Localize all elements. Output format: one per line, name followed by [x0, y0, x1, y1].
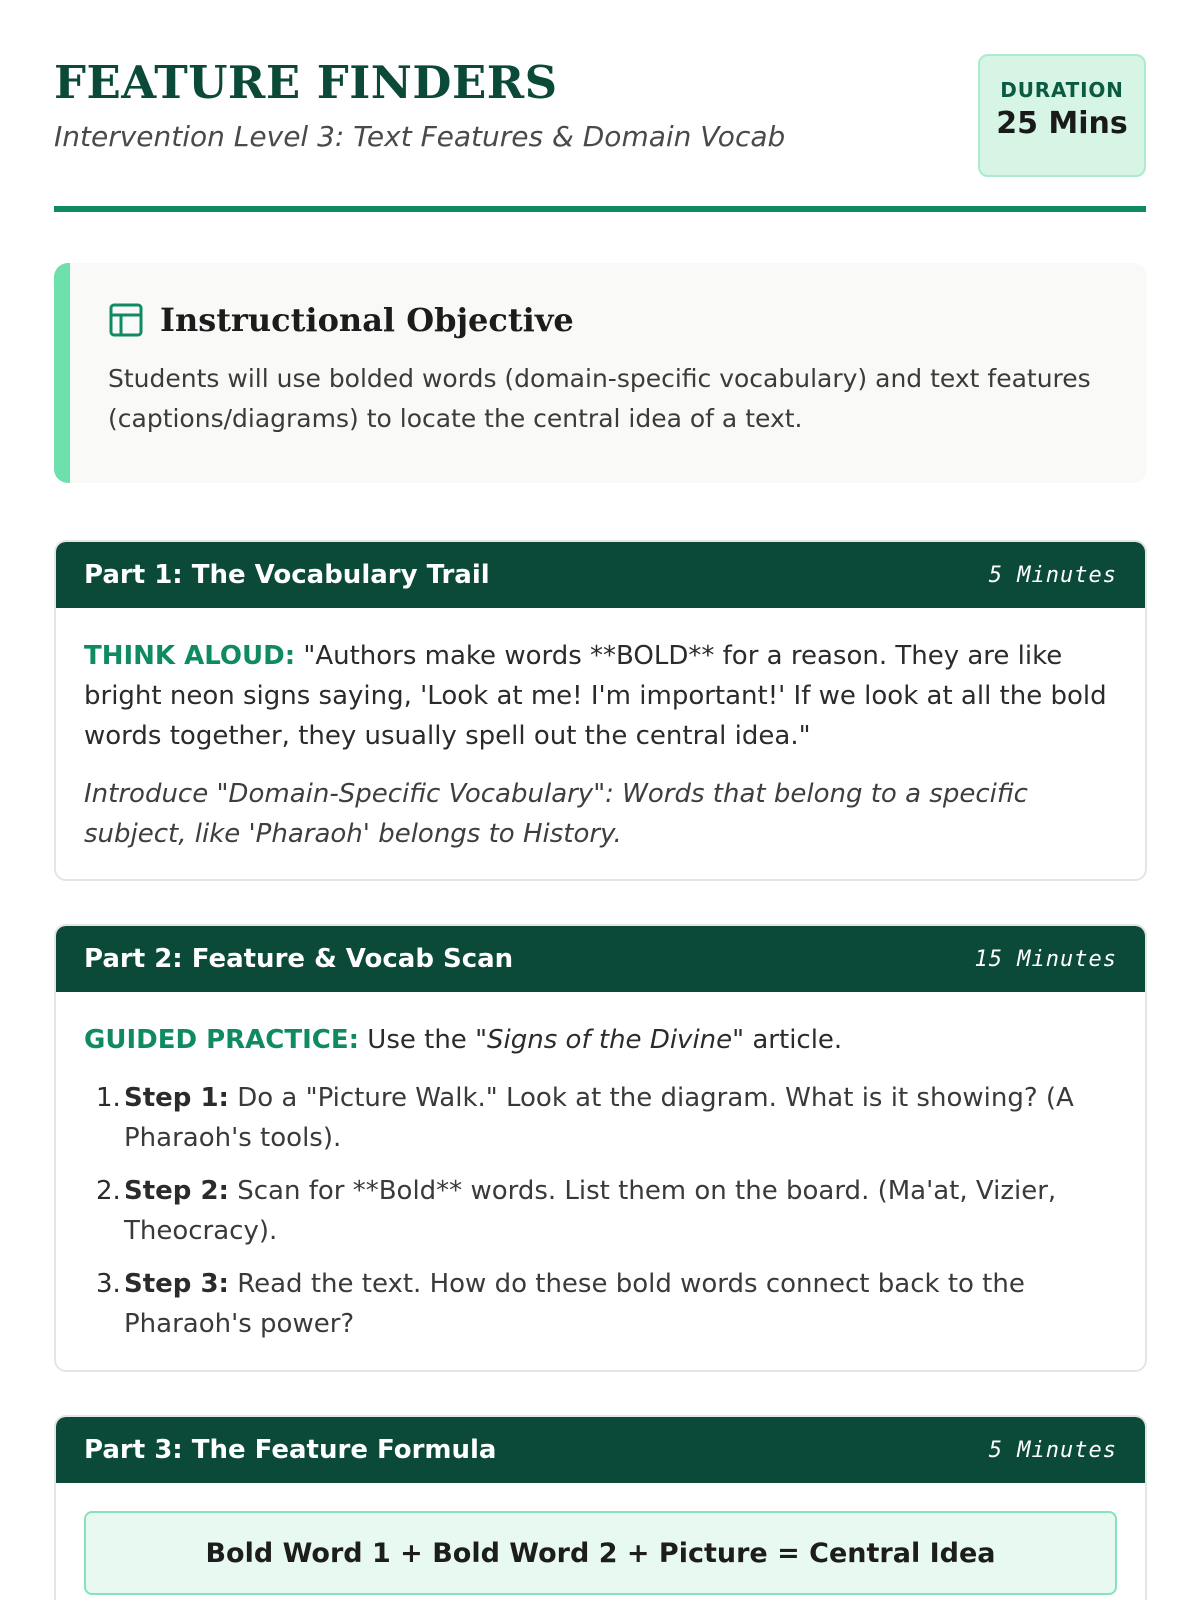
part-2-title: Part 2: Feature & Vocab Scan — [84, 944, 514, 974]
part-3-card — [54, 1415, 1147, 1600]
article-title: "Signs of the Divine" — [475, 1025, 745, 1055]
part-2-card — [54, 924, 1147, 1372]
think-aloud-paragraph — [84, 636, 1117, 756]
think-aloud-label: THINK ALOUD: — [84, 641, 296, 671]
part-3-title: Part 3: The Feature Formula — [84, 1435, 497, 1465]
list-item — [96, 1171, 1117, 1251]
steps-list — [84, 1078, 1117, 1344]
guided-practice-text-after: article. — [744, 1025, 843, 1055]
objective-heading — [108, 301, 1107, 339]
part-1-body — [56, 608, 1145, 854]
page-header — [54, 0, 1146, 212]
step-number: 3. — [96, 1269, 121, 1299]
part-2-time: 15 Minutes — [974, 946, 1117, 972]
step-number: 1. — [96, 1083, 121, 1113]
part-2-body — [56, 992, 1145, 1344]
part-3-header — [56, 1417, 1145, 1483]
step-text: Read the text. How do these bold words connect back to the Pharaoh's power? — [124, 1269, 1025, 1339]
part-1-card — [54, 540, 1147, 881]
feature-formula-box: Bold Word 1 + Bold Word 2 + Picture = Central Idea — [84, 1511, 1117, 1595]
guided-practice-paragraph — [84, 1020, 1117, 1060]
step-text: Do a "Picture Walk." Look at the diagram. What is it showing? (A Pharaoh's tools). — [124, 1083, 1074, 1153]
part-1-header — [56, 542, 1145, 608]
part-1-time: 5 Minutes — [988, 562, 1117, 588]
list-item — [96, 1078, 1117, 1158]
list-item — [96, 1264, 1117, 1344]
layout-icon — [108, 302, 144, 338]
part-1-title: Part 1: The Vocabulary Trail — [84, 560, 490, 590]
vocab-note: Introduce "Domain-Specific Vocabulary": Words that belong to a specific subject, like 'Pharaoh' belongs to History. — [84, 779, 1028, 849]
step-text: Scan for **Bold** words. List them on the board. (Ma'at, Vizier, Theocracy). — [124, 1176, 1057, 1246]
duration-value: 25 Mins — [996, 106, 1128, 141]
duration-badge — [978, 54, 1146, 177]
page-subtitle: Intervention Level 3: Text Features & Domain Vocab — [54, 120, 786, 153]
part-2-header — [56, 926, 1145, 992]
page-title: FEATURE FINDERS — [54, 56, 558, 109]
step-number: 2. — [96, 1176, 121, 1206]
duration-label: DURATION — [1000, 78, 1124, 102]
step-label: Step 1: — [124, 1083, 229, 1113]
part-3-body — [56, 1483, 1145, 1595]
think-aloud-text: "Authors make words **BOLD** for a reason. They are like bright neon signs saying, 'Look at me! I'm important!' If we look at all the bold words together, they usually spell out the central idea." — [84, 641, 1107, 751]
guided-practice-label: GUIDED PRACTICE: — [84, 1025, 360, 1055]
objective-text: Students will use bolded words (domain-specific vocabulary) and text features (captions/diagrams) to locate the central idea of a text. — [108, 364, 1091, 433]
part-3-time: 5 Minutes — [988, 1437, 1117, 1463]
guided-practice-text-before: Use the — [359, 1025, 476, 1055]
objective-card — [54, 263, 1147, 483]
step-label: Step 3: — [124, 1269, 229, 1299]
objective-title: Instructional Objective — [160, 301, 574, 339]
step-label: Step 2: — [124, 1176, 229, 1206]
